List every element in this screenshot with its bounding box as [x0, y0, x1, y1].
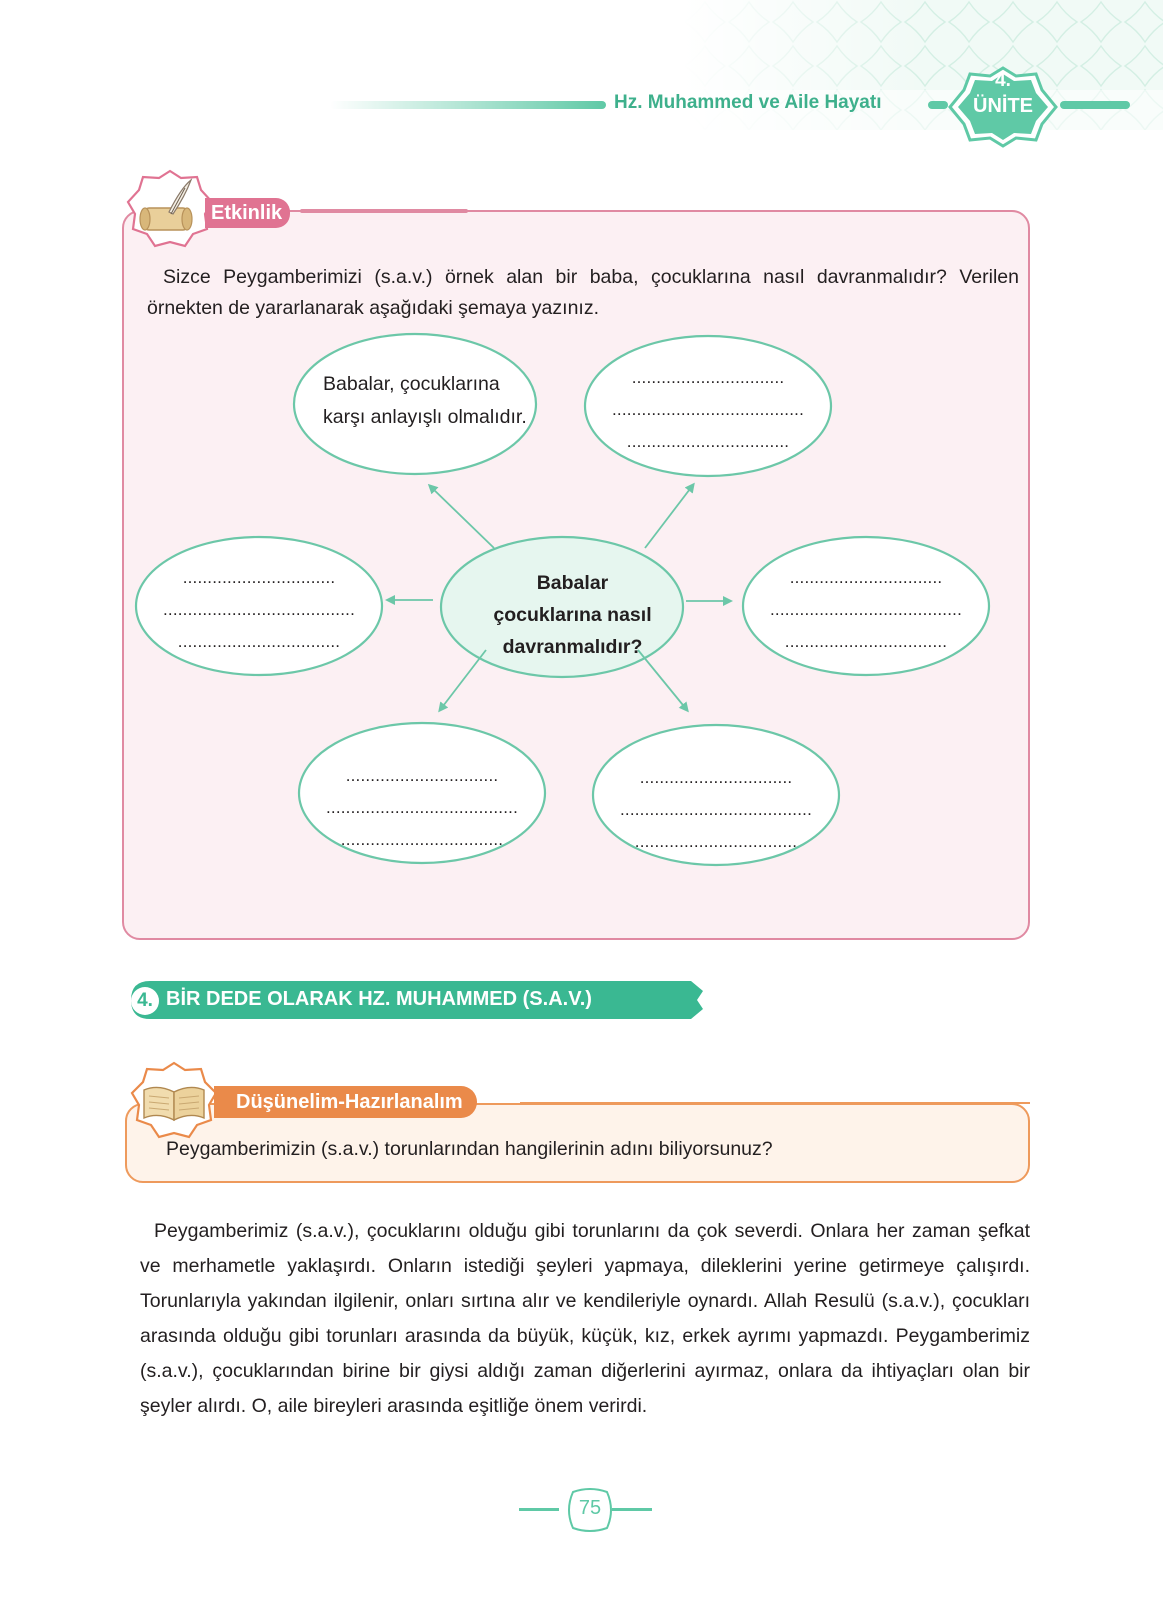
header-title: Hz. Muhammed ve Aile Hayatı	[614, 92, 882, 113]
blank-node-bottom-right-line-1[interactable]: ...............................	[639, 768, 793, 787]
blank-node-bottom-right-line-3[interactable]: .................................	[634, 832, 798, 851]
page-number: 75	[578, 1497, 602, 1519]
header-rule-right	[1060, 101, 1130, 109]
blank-node-middle-left-line-3[interactable]: .................................	[177, 632, 341, 651]
body-paragraph: Peygamberimiz (s.a.v.), çocuklarını olduğu gibi torunlarını da çok severdi. Onlara her zaman şefkat ve merhametle yaklaşırdı. Onların istediği şeyleri yapmaya, dileklerini yerine getirmeye çalışırdı. Torunlarıyla yakından ilgilenir, onları sırtına alır ve kendileriyle oynardı. Allah Resulü (s.a.v.), çocukları arasında olduğu gibi torunları arasında da büyük, küçük, kız, erkek ayrımı yapmazdı. Peygamberimiz (s.a.v.), çocuklarından birine bir giysi aldığı zaman diğerlerini ayırmaz, onlara da ihtiyaçları olan bir şeyler alırdı. O, aile bireyleri arasında eşitliğe önem verirdi.	[140, 1220, 1030, 1417]
think-prepare-question: Peygamberimizin (s.a.v.) torunlarından hangilerinin adını biliyorsunuz?	[166, 1138, 773, 1160]
think-header-rule	[520, 1102, 1030, 1104]
blank-node-middle-right-line-3[interactable]: .................................	[784, 632, 948, 651]
header-rule-middle	[928, 101, 948, 109]
unit-number: 4.	[995, 70, 1011, 91]
page-number-rule-left	[519, 1508, 559, 1511]
blank-node-middle-right-line-1[interactable]: ...............................	[789, 568, 943, 587]
section-title: BİR DEDE OLARAK HZ. MUHAMMED (S.A.V.)	[166, 988, 592, 1010]
blank-node-middle-right-line-2[interactable]: .......................................	[769, 600, 962, 619]
blank-node-bottom-left-line-2[interactable]: .......................................	[325, 798, 518, 817]
section-number: 4.	[131, 987, 159, 1015]
open-book-icon	[128, 1060, 220, 1140]
unit-label: ÜNİTE	[973, 95, 1033, 117]
example-node-line-2: karşı anlayışlı olmalıdır.	[323, 406, 527, 428]
think-prepare-label: Düşünelim-Hazırlanalım	[214, 1086, 477, 1118]
quill-scroll-icon	[125, 168, 215, 250]
center-node-text	[455, 567, 690, 663]
blank-node-bottom-left-line-1[interactable]: ...............................	[345, 766, 499, 785]
center-node-line-1: Babalar	[536, 572, 609, 594]
activity-instruction: Sizce Peygamberimizi (s.a.v.) örnek alan bir baba, çocuklarına nasıl davranmalıdır? Verilen örnekten de yararlanarak aşağıdaki şemaya yazınız.	[147, 266, 1019, 319]
blank-node-top-right-line-2[interactable]: .......................................	[611, 400, 804, 419]
activity-label: Etkinlik	[205, 198, 290, 228]
page-number-rule-right	[612, 1508, 652, 1511]
activity-header-rule	[300, 209, 468, 213]
blank-node-middle-left-line-2[interactable]: .......................................	[162, 600, 355, 619]
center-node-line-2: çocuklarına nasıl	[493, 604, 652, 626]
arrow-to-top-right-node	[645, 485, 693, 548]
example-node-line-1: Babalar, çocuklarına	[323, 373, 500, 395]
blank-node-bottom-right-line-2[interactable]: .......................................	[619, 800, 812, 819]
blank-node-top-right-line-1[interactable]: ...............................	[631, 368, 785, 387]
blank-node-top-right-line-3[interactable]: .................................	[626, 432, 790, 451]
blank-node-middle-left-line-1[interactable]: ...............................	[182, 568, 336, 587]
blank-node-bottom-left-line-3[interactable]: .................................	[340, 830, 504, 849]
arrow-to-example-node	[430, 486, 494, 548]
center-node-line-3: davranmalıdır?	[502, 636, 643, 658]
header-rule-left	[330, 101, 606, 109]
